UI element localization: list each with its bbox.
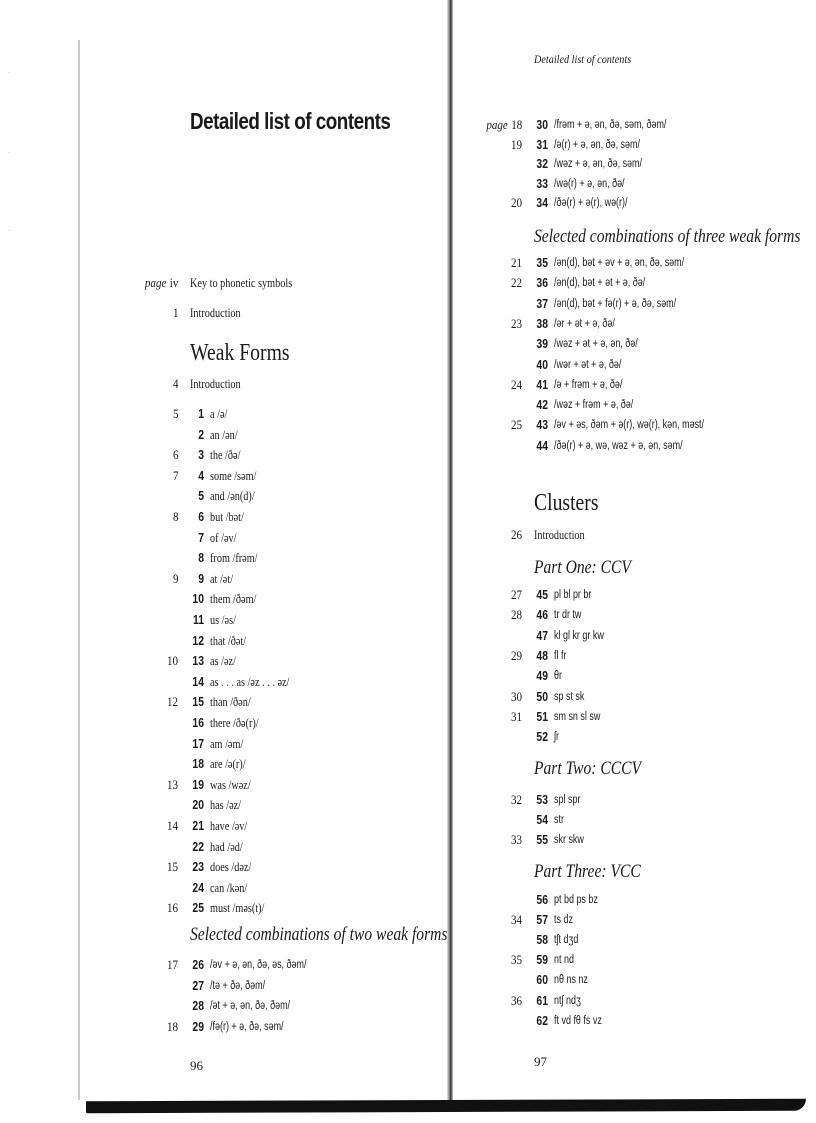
- entry-text: some /səm/: [210, 468, 257, 483]
- entry-number: 11: [193, 612, 204, 627]
- entry-number: 56: [536, 892, 548, 907]
- entry-number: 57: [536, 912, 548, 928]
- left-page-edge: [78, 40, 80, 1100]
- entry-number: 30: [536, 117, 548, 132]
- entry-number: 6: [198, 509, 204, 524]
- entry-text: kl gl kr gr kw: [554, 629, 604, 642]
- entry-page-number: 5: [172, 406, 178, 421]
- entry-number: 51: [536, 708, 548, 724]
- entry-page-number: 21: [510, 255, 522, 270]
- entry-number: 33: [536, 175, 548, 191]
- entry-number: 59: [536, 952, 548, 968]
- entry-number: 8: [198, 550, 204, 566]
- section-heading: Weak Forms: [190, 340, 290, 366]
- entry-text: does /dəz/: [210, 860, 252, 875]
- entry-text: had /əd/: [210, 839, 243, 854]
- entry-number: 44: [536, 437, 548, 453]
- entry-text: ts dz: [554, 914, 573, 927]
- entry-page-number: 30: [510, 688, 522, 704]
- entry-text: am /əm/: [210, 736, 244, 751]
- entry-page-number: 14: [166, 818, 178, 833]
- entry-number: 14: [192, 673, 204, 689]
- entry-text: was /wəz/: [210, 777, 251, 792]
- entry-page-number: 1: [172, 305, 178, 320]
- entry-number: 16: [192, 715, 204, 730]
- entry-number: 1: [198, 406, 204, 421]
- entry-number: 39: [536, 336, 548, 352]
- entry-text: of /əv/: [210, 530, 237, 545]
- entry-text: skr skw: [554, 834, 584, 847]
- book-bottom-edge: [86, 1099, 806, 1114]
- entry-number: 2: [198, 426, 204, 442]
- entry-text: str: [554, 814, 564, 827]
- entry-text: /tə + ðə, ðəm/: [210, 979, 266, 992]
- entry-text: and /ən(d)/: [210, 489, 255, 504]
- entry-text: than /ðən/: [210, 695, 251, 710]
- entry-page-number: 17: [166, 957, 178, 972]
- page-number-right: 97: [534, 1054, 547, 1069]
- book-gutter: [447, 0, 453, 1110]
- entry-number: 58: [536, 932, 548, 948]
- entry-page-number: 8: [172, 509, 178, 524]
- section-heading: Clusters: [534, 490, 599, 516]
- entry-page-number: 29: [510, 647, 522, 663]
- entry-text: ft vd fθ fs vz: [554, 1014, 602, 1027]
- entry-text: but /bət/: [210, 510, 244, 524]
- entry-text: at /ət/: [210, 571, 234, 586]
- entry-text: /ən(d), bət + ət + ə, ðə/: [554, 277, 646, 290]
- entry-number: 62: [536, 1012, 548, 1028]
- entry-page-number: 31: [510, 708, 522, 724]
- entry-text: /fə(r) + ə, ðə, səm/: [210, 1020, 284, 1033]
- entry-number: 24: [192, 879, 204, 895]
- running-head: Detailed list of contents: [534, 52, 632, 66]
- entry-number: 29: [192, 1018, 204, 1034]
- entry-page-number: page iv: [144, 275, 178, 290]
- entry-page-number: 13: [166, 776, 178, 792]
- entry-text: that /ðət/: [210, 633, 247, 648]
- entry-page-number: 27: [510, 587, 522, 602]
- entry-number: 10: [192, 591, 204, 607]
- entry-text: /əv + ə, ən, ðə, əs, ðəm/: [210, 959, 307, 971]
- subsection-heading: Selected combinations of two weak forms: [190, 924, 448, 945]
- page-title: Detailed list of contents: [190, 108, 391, 134]
- entry-number: 7: [198, 529, 204, 545]
- entry-text: /ən(d), bət + əv + ə, ən, ðə, səm/: [554, 257, 685, 269]
- entry-number: 49: [536, 668, 548, 684]
- entry-number: 37: [536, 295, 548, 311]
- entry-page-number: 12: [166, 694, 178, 710]
- entry-text: them /ðəm/: [210, 592, 257, 607]
- entry-text: /wəz + ət + ə, ən, ðə/: [554, 338, 638, 351]
- entry-text: as /əz/: [210, 654, 236, 669]
- entry-text: are /ə(r)/: [210, 757, 246, 772]
- entry-text: have /əv/: [210, 819, 248, 833]
- entry-text: nt nd: [554, 954, 574, 967]
- entry-page-number: 34: [510, 912, 522, 928]
- entry-text: /ət + ə, ən, ðə, ðəm/: [210, 1000, 291, 1012]
- entry-page-number: 20: [510, 195, 522, 211]
- entry-text: as . . . as /əz . . . əz/: [210, 674, 290, 689]
- entry-text: pt bd ps bz: [554, 894, 598, 906]
- entry-text: nθ ns nz: [554, 974, 588, 987]
- entry-number: 17: [192, 735, 204, 751]
- entry-text: /ə + frəm + ə, ðə/: [554, 378, 623, 391]
- entry-text: tr dr tw: [554, 609, 582, 622]
- entry-number: 35: [536, 255, 548, 270]
- entry-text: /frəm + ə, ən, ðə, səm, ðəm/: [554, 119, 667, 131]
- entry-page-number: 36: [510, 992, 522, 1008]
- entry-page-number: page 18: [486, 117, 522, 132]
- entry-text: /ðə(r) + ə, wə, wəz + ə, ən, səm/: [554, 439, 683, 452]
- subsection-heading: Part Two: CCCV: [534, 758, 642, 779]
- entry-number: 32: [536, 156, 548, 172]
- entry-number: 47: [536, 627, 548, 643]
- entry-number: 18: [192, 756, 204, 772]
- entry-number: 12: [192, 632, 204, 648]
- entry-page-number: 19: [510, 136, 522, 152]
- entry-page-number: 28: [510, 607, 522, 623]
- entry-page-number: 4: [172, 376, 178, 391]
- entry-text: fl fr: [554, 649, 567, 662]
- entry-number: 54: [536, 812, 548, 828]
- entry-number: 9: [198, 570, 204, 586]
- entry-number: 42: [536, 397, 548, 413]
- entry-text: /ər + ət + ə, ðə/: [554, 317, 615, 330]
- entry-page-number: 25: [510, 417, 522, 433]
- entry-text: /ðə(r) + ə(r), wə(r)/: [554, 197, 628, 210]
- subsection-heading: Part One: CCV: [534, 557, 631, 578]
- subsection-heading: Selected combinations of three weak forms: [534, 226, 801, 247]
- entry-text: must /məs(t)/: [210, 901, 265, 916]
- entry-text: pl bl pr br: [554, 589, 592, 601]
- entry-text: /ən(d), bət + fə(r) + ə, ðə, səm/: [554, 297, 677, 310]
- entry-text: tʃt dʒd: [554, 934, 579, 947]
- entry-text: there /ðə(r)/: [210, 716, 259, 730]
- entry-text: /wəz + frəm + ə, ðə/: [554, 399, 634, 412]
- entry-number: 26: [192, 957, 204, 972]
- margin-speck: ·: [8, 150, 10, 157]
- entry-number: 55: [536, 832, 548, 848]
- entry-page-number: 24: [510, 376, 522, 392]
- entry-number: 34: [536, 195, 548, 211]
- entry-number: 36: [536, 275, 548, 291]
- entry-page-number: 15: [166, 859, 178, 875]
- margin-speck: ·: [8, 228, 10, 235]
- entry-page-number: 6: [172, 447, 178, 463]
- entry-page-number: 32: [510, 792, 522, 807]
- subsection-heading: Part Three: VCC: [534, 861, 641, 882]
- entry-number: 3: [198, 447, 204, 463]
- entry-text: /ə(r) + ə, ən, ðə, səm/: [554, 138, 641, 151]
- entry-number: 60: [536, 972, 548, 988]
- entry-text: from /frəm/: [210, 551, 258, 566]
- entry-text: spl spr: [554, 794, 581, 806]
- entry-page-number: 9: [172, 570, 178, 586]
- entry-number: 22: [192, 838, 204, 854]
- entry-page-number: 35: [510, 952, 522, 968]
- margin-speck: ·: [8, 70, 10, 77]
- entry-text: sp st sk: [554, 690, 585, 703]
- entry-text: /wər + ət + ə, ðə/: [554, 358, 622, 371]
- entry-number: 52: [536, 729, 548, 745]
- entry-text: Introduction: [190, 306, 241, 320]
- entry-text: Introduction: [534, 528, 585, 542]
- entry-text: an /ən/: [210, 427, 238, 442]
- entry-page-number: 16: [166, 900, 178, 916]
- entry-text: Introduction: [190, 377, 241, 391]
- page-number-left: 96: [190, 1058, 203, 1073]
- entry-number: 21: [192, 818, 204, 833]
- entry-number: 40: [536, 356, 548, 372]
- entry-number: 46: [536, 607, 548, 623]
- entry-text: a /ə/: [210, 407, 228, 421]
- entry-number: 45: [536, 587, 548, 602]
- entry-number: 19: [192, 776, 204, 792]
- entry-number: 27: [192, 977, 204, 993]
- entry-text: ʃr: [554, 731, 559, 744]
- entry-text: has /əz/: [210, 798, 242, 813]
- entry-page-number: 18: [166, 1018, 178, 1034]
- entry-text: the /ðə/: [210, 448, 241, 463]
- entry-page-number: 23: [510, 315, 522, 331]
- entry-number: 43: [536, 417, 548, 433]
- entry-number: 31: [536, 136, 548, 152]
- entry-number: 25: [192, 900, 204, 916]
- entry-text: can /kən/: [210, 880, 248, 895]
- entry-page-number: 10: [166, 653, 178, 669]
- entry-number: 5: [198, 488, 204, 504]
- entry-number: 50: [536, 688, 548, 704]
- entry-number: 38: [536, 315, 548, 331]
- entry-number: 13: [192, 653, 204, 669]
- entry-page-number: 26: [510, 527, 522, 542]
- entry-text: /əv + əs, ðəm + ə(r), wə(r), kən, məst/: [554, 419, 705, 432]
- entry-text: /wəz + ə, ən, ðə, səm/: [554, 158, 643, 171]
- entry-number: 23: [192, 859, 204, 875]
- entry-text: ntʃ ndʒ: [554, 994, 581, 1007]
- entry-text: Key to phonetic symbols: [190, 276, 293, 290]
- entry-page-number: 33: [510, 832, 522, 848]
- entry-number: 41: [536, 376, 548, 392]
- entry-text: sm sn sl sw: [554, 710, 601, 723]
- entry-number: 4: [198, 467, 204, 483]
- entry-text: θr: [554, 670, 562, 683]
- entry-text: /wə(r) + ə, ən, ðə/: [554, 177, 625, 190]
- entry-number: 48: [536, 647, 548, 663]
- entry-number: 61: [536, 992, 548, 1008]
- entry-number: 20: [192, 797, 204, 813]
- entry-number: 53: [536, 792, 548, 807]
- entry-page-number: 7: [172, 467, 178, 483]
- entry-text: us /əs/: [210, 613, 236, 627]
- entry-page-number: 22: [510, 275, 522, 291]
- entry-number: 15: [192, 694, 204, 710]
- entry-number: 28: [192, 998, 204, 1013]
